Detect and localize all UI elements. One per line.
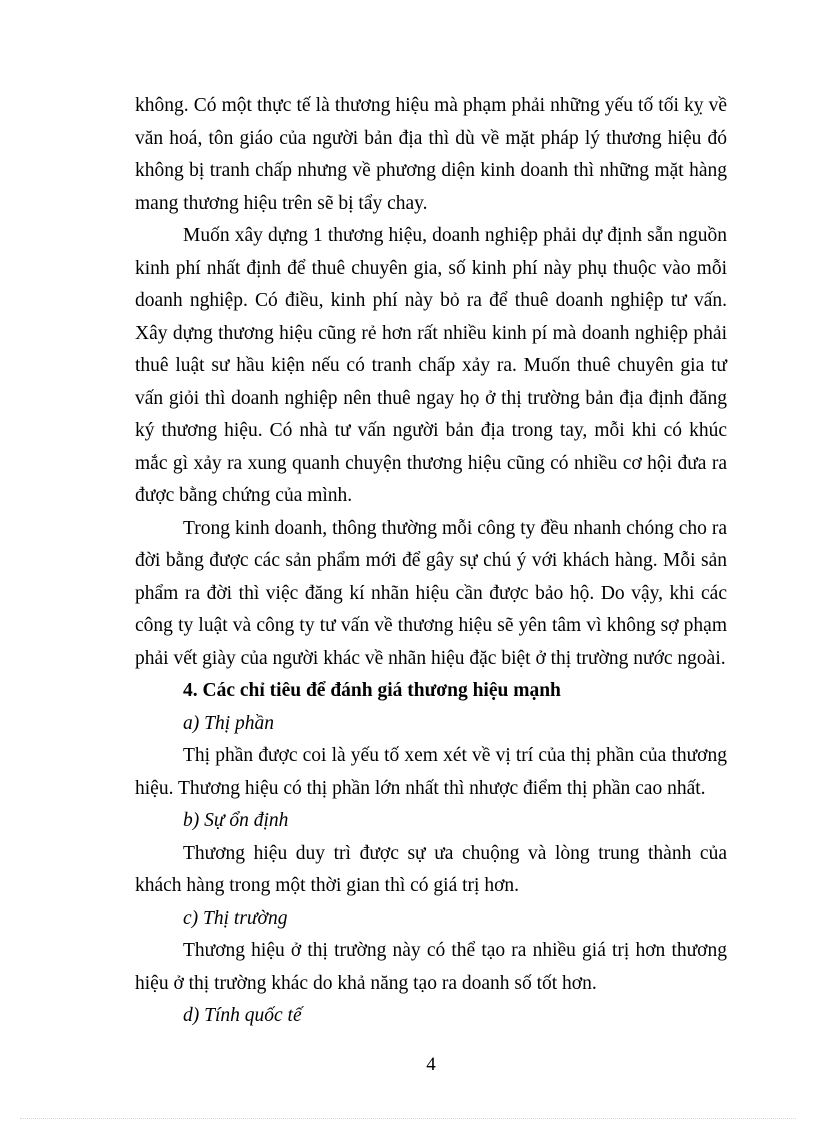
paragraph-market-share: Thị phần được coi là yếu tố xem xét về vị trí của thị phần của thương hiệu. Thương hiệu có thị phần lớn nhất thì nhược điểm thị phần cao nhất. <box>135 745 727 799</box>
paragraph-stability: Thương hiệu duy trì được sự ưa chuộng và lòng trung thành của khách hàng trong một thời gian thì có giá trị hơn. <box>135 842 727 896</box>
page-number: 4 <box>426 1054 436 1075</box>
paragraph-budget: Muốn xây dựng 1 thương hiệu, doanh nghiệp phải dự định sẵn nguồn kinh phí nhất định để thuê chuyên gia, số kinh phí này phụ thuộc vào mỗi doanh nghiệp. Có điều, kinh phí này bỏ ra để thuê doanh nghiệp tư vấn. Xây dựng thương hiệu cũng rẻ hơn rất nhiều kinh pí mà doanh nghiệp phải thuê luật sư hầu kiện nếu có tranh chấp xảy ra. Muốn thuê chuyên gia tư vấn giỏi thì doanh nghiệp nên thuê ngay họ ở thị trường bản địa định đăng ký thương hiệu. Có nhà tư vấn người bản địa trong tay, mỗi khi có khúc mắc gì xảy ra xung quanh chuyện thương hiệu cũng có nhiều cơ hội đưa ra được bằng chứng của mình. <box>135 225 727 506</box>
subheading-stability: b) Sự ổn định <box>183 810 289 831</box>
subheading-internationality: d) Tính quốc tế <box>183 1005 302 1026</box>
section-heading: 4. Các chỉ tiêu để đánh giá thương hiệu mạnh <box>183 680 561 701</box>
paragraph-trademark-registration: Trong kinh doanh, thông thường mỗi công ty đều nhanh chóng cho ra đời bằng được các sản phẩm mới để gây sự chú ý với khách hàng. Mỗi sản phẩm ra đời thì việc đăng kí nhãn hiệu cần được bảo hộ. Do vậy, khi các công ty luật và công ty tư vấn về thương hiệu sẽ yên tâm vì không sợ phạm phải vết giày của người khác về nhãn hiệu đặc biệt ở thị trường nước ngoài. <box>135 517 727 669</box>
paragraph-market: Thương hiệu ở thị trường này có thể tạo ra nhiều giá trị hơn thương hiệu ở thị trường khác do khả năng tạo ra doanh số tốt hơn. <box>135 940 727 994</box>
page-body <box>135 90 727 1033</box>
subheading-market-share: a) Thị phần <box>183 712 275 734</box>
page-edge-divider <box>20 1118 796 1119</box>
paragraph-continuation: không. Có một thực tế là thương hiệu mà phạm phải những yếu tố tối kỵ về văn hoá, tôn giáo của người bản địa thì dù về mặt pháp lý thương hiệu đó không bị tranh chấp nhưng về phương diện kinh doanh thì những mặt hàng mang thương hiệu trên sẽ bị tẩy chay. <box>135 95 727 214</box>
subheading-market: c) Thị trường <box>183 907 288 929</box>
